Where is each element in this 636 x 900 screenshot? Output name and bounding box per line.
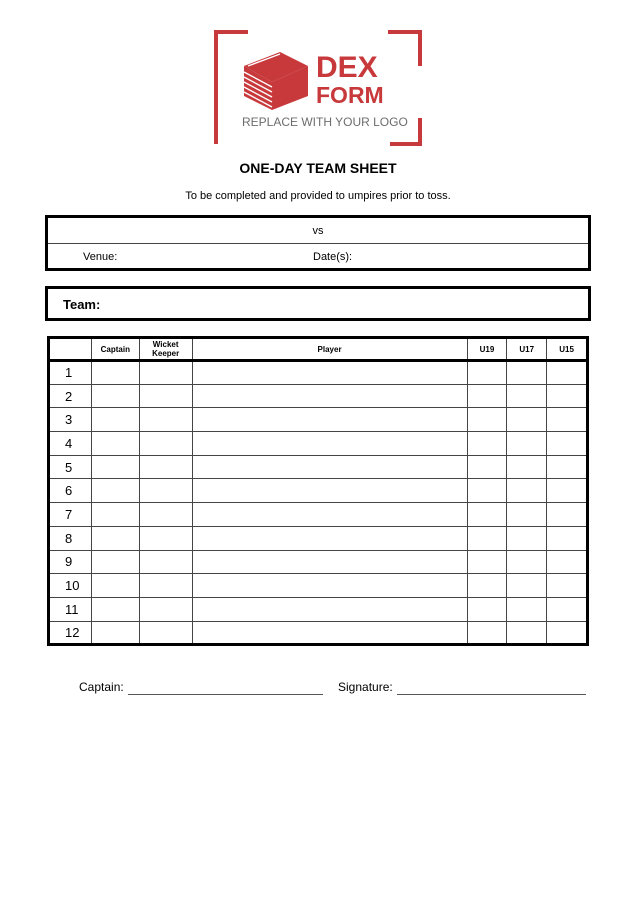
wicket-keeper-cell[interactable] <box>139 384 192 408</box>
u19-cell[interactable] <box>467 621 507 645</box>
signature-line[interactable] <box>397 694 586 695</box>
u19-cell[interactable] <box>467 384 507 408</box>
u17-cell[interactable] <box>507 479 547 503</box>
table-row <box>49 526 588 550</box>
u19-cell[interactable] <box>467 455 507 479</box>
u17-cell[interactable] <box>507 526 547 550</box>
player-cell[interactable] <box>192 479 467 503</box>
u17-cell[interactable] <box>507 597 547 621</box>
u17-cell[interactable] <box>507 503 547 527</box>
header-captain: Captain <box>91 338 139 361</box>
row-number: 5 <box>49 455 92 479</box>
u19-cell[interactable] <box>467 597 507 621</box>
table-row <box>49 597 588 621</box>
row-number: 7 <box>49 503 92 527</box>
player-cell[interactable] <box>192 384 467 408</box>
table-row <box>49 361 588 385</box>
players-table <box>47 336 589 646</box>
player-cell[interactable] <box>192 621 467 645</box>
captain-cell[interactable] <box>91 432 139 456</box>
captain-cell[interactable] <box>91 503 139 527</box>
match-venue-date-row <box>48 244 588 269</box>
header-wicket-keeper-line2: Keeper <box>152 349 180 358</box>
captain-cell[interactable] <box>91 455 139 479</box>
player-cell[interactable] <box>192 526 467 550</box>
row-number: 10 <box>49 574 92 598</box>
u15-cell[interactable] <box>547 574 588 598</box>
u17-cell[interactable] <box>507 361 547 385</box>
captain-cell[interactable] <box>91 408 139 432</box>
signature-label: Signature: <box>338 680 393 694</box>
venue-label: Venue: <box>83 251 118 263</box>
dates-label: Date(s): <box>313 251 353 263</box>
row-number: 2 <box>49 384 92 408</box>
vs-label: vs <box>312 225 324 237</box>
u17-cell[interactable] <box>507 455 547 479</box>
player-cell[interactable] <box>192 455 467 479</box>
wicket-keeper-cell[interactable] <box>139 479 192 503</box>
header-u19: U19 <box>467 338 507 361</box>
logo-graphic <box>214 30 422 146</box>
header-number <box>49 338 92 361</box>
team-label: Team: <box>63 297 101 312</box>
captain-cell[interactable] <box>91 597 139 621</box>
captain-cell[interactable] <box>91 384 139 408</box>
row-number: 4 <box>49 432 92 456</box>
u17-cell[interactable] <box>507 408 547 432</box>
row-number: 3 <box>49 408 92 432</box>
player-cell[interactable] <box>192 503 467 527</box>
table-row <box>49 432 588 456</box>
captain-cell[interactable] <box>91 574 139 598</box>
logo-word-form: FORM <box>316 82 384 108</box>
u15-cell[interactable] <box>547 408 588 432</box>
u17-cell[interactable] <box>507 574 547 598</box>
u17-cell[interactable] <box>507 384 547 408</box>
header-wicket-keeper-line1: Wicket <box>152 340 179 349</box>
captain-cell[interactable] <box>91 361 139 385</box>
table-row <box>49 455 588 479</box>
u19-cell[interactable] <box>467 479 507 503</box>
u15-cell[interactable] <box>547 621 588 645</box>
captain-name-line[interactable] <box>128 694 323 695</box>
match-teams-row[interactable] <box>48 218 588 244</box>
u15-cell[interactable] <box>547 361 588 385</box>
header-wicket-keeper <box>139 338 192 361</box>
table-row <box>49 574 588 598</box>
u19-cell[interactable] <box>467 408 507 432</box>
row-number: 1 <box>49 361 92 385</box>
u19-cell[interactable] <box>467 550 507 574</box>
header-u17: U17 <box>507 338 547 361</box>
wicket-keeper-cell[interactable] <box>139 432 192 456</box>
u19-cell[interactable] <box>467 503 507 527</box>
captain-cell[interactable] <box>91 526 139 550</box>
row-number: 11 <box>49 597 92 621</box>
u17-cell[interactable] <box>507 621 547 645</box>
match-details-box <box>45 215 591 271</box>
header-player: Player <box>192 338 467 361</box>
page-subtitle: To be completed and provided to umpires prior to toss. <box>185 190 451 202</box>
table-row <box>49 479 588 503</box>
captain-cell[interactable] <box>91 621 139 645</box>
logo-word-dex: DEX <box>316 51 378 84</box>
u15-cell[interactable] <box>547 503 588 527</box>
wicket-keeper-cell[interactable] <box>139 526 192 550</box>
table-row <box>49 550 588 574</box>
u15-cell[interactable] <box>547 384 588 408</box>
table-row <box>49 621 588 645</box>
captain-signature-label: Captain: <box>79 680 124 694</box>
table-row <box>49 384 588 408</box>
row-number: 9 <box>49 550 92 574</box>
u15-cell[interactable] <box>547 550 588 574</box>
table-row <box>49 503 588 527</box>
wicket-keeper-cell[interactable] <box>139 503 192 527</box>
wicket-keeper-cell[interactable] <box>139 597 192 621</box>
u19-cell[interactable] <box>467 361 507 385</box>
u17-cell[interactable] <box>507 550 547 574</box>
wicket-keeper-cell[interactable] <box>139 574 192 598</box>
player-cell[interactable] <box>192 361 467 385</box>
u15-cell[interactable] <box>547 597 588 621</box>
wicket-keeper-cell[interactable] <box>139 621 192 645</box>
table-row <box>49 408 588 432</box>
logo-tagline: REPLACE WITH YOUR LOGO <box>242 115 408 129</box>
u19-cell[interactable] <box>467 526 507 550</box>
u15-cell[interactable] <box>547 479 588 503</box>
player-cell[interactable] <box>192 597 467 621</box>
company-logo <box>214 30 422 146</box>
row-number: 12 <box>49 621 92 645</box>
player-cell[interactable] <box>192 432 467 456</box>
wicket-keeper-cell[interactable] <box>139 408 192 432</box>
team-field[interactable] <box>45 286 591 321</box>
row-number: 6 <box>49 479 92 503</box>
player-cell[interactable] <box>192 408 467 432</box>
page-title: ONE-DAY TEAM SHEET <box>239 160 397 176</box>
u15-cell[interactable] <box>547 455 588 479</box>
captain-cell[interactable] <box>91 550 139 574</box>
player-cell[interactable] <box>192 574 467 598</box>
wicket-keeper-cell[interactable] <box>139 550 192 574</box>
paper-stack-icon <box>244 52 308 110</box>
u19-cell[interactable] <box>467 432 507 456</box>
u17-cell[interactable] <box>507 432 547 456</box>
captain-cell[interactable] <box>91 479 139 503</box>
u15-cell[interactable] <box>547 432 588 456</box>
wicket-keeper-cell[interactable] <box>139 455 192 479</box>
table-header-row <box>49 338 588 361</box>
wicket-keeper-cell[interactable] <box>139 361 192 385</box>
u15-cell[interactable] <box>547 526 588 550</box>
row-number: 8 <box>49 526 92 550</box>
header-u15: U15 <box>547 338 588 361</box>
player-cell[interactable] <box>192 550 467 574</box>
u19-cell[interactable] <box>467 574 507 598</box>
